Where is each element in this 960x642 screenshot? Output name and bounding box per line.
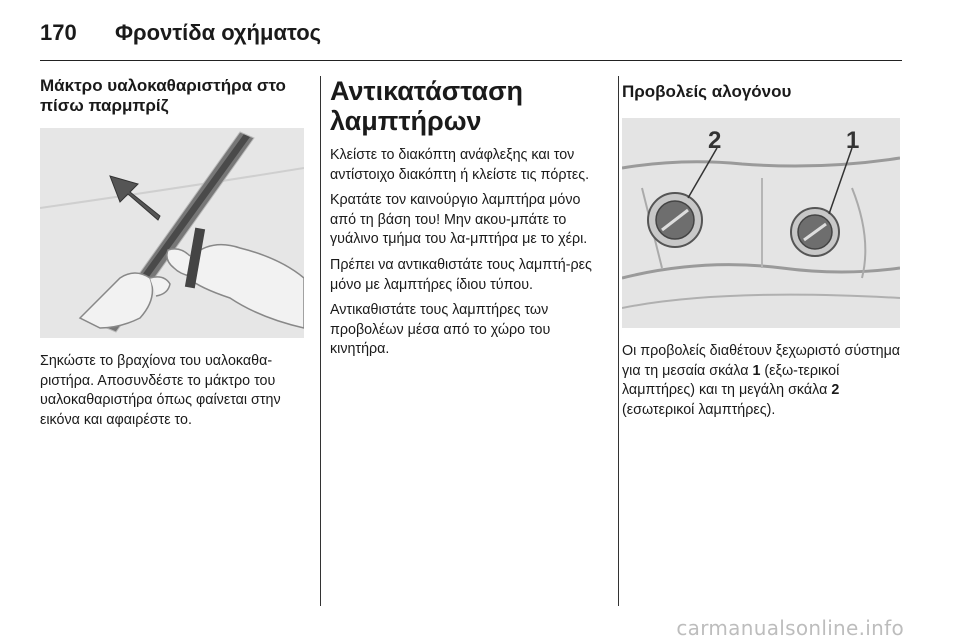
column-rear-wiper <box>40 76 304 436</box>
bulb-cover-outer-icon <box>791 208 839 256</box>
bulb-cover-inner-icon <box>648 193 702 247</box>
ref-number-2: 2 <box>831 382 840 399</box>
section-heading-rear-wiper: Μάκτρο υαλοκαθαριστήρα στο πίσω παρμπρίζ <box>40 76 286 115</box>
paragraph-bulb-2: Κρατάτε τον καινούργιο λαμπτήρα μόνο από τη βάση του! Μην ακου-μπάτε το γυάλινο τμήμα του λα-μπτήρα με το χέρι. <box>330 192 588 248</box>
halogen-headlamp-illustration <box>622 118 900 328</box>
paragraph-rear-wiper: Σηκώστε το βραχίονα του υαλοκαθα-ριστήρα. Αποσυνδέστε το μάκτρο του υαλοκαθαριστήρα όπως φαίνεται στην εικόνα και αφαιρέστε το. <box>40 353 281 428</box>
paragraph-bulb-1: Κλείστε το διακόπτη ανάφλεξης και τον αντίστοιχο διακόπτη ή κλείστε τις πόρτες. <box>330 147 590 183</box>
paragraph-halogen-text-1: Οι προβολείς διαθέτουν ξεχωριστό σύστημα για τη μεσαία σκάλα <box>622 343 901 379</box>
callout-label-1: 1 <box>846 127 860 154</box>
section-heading-halogen: Προβολείς αλογόνου <box>622 82 792 101</box>
paragraph-bulb-3: Πρέπει να αντικαθιστάτε τους λαμπτή-ρες μόνο με λαμπτήρες ίδιου τύπου. <box>330 256 592 293</box>
column-bulb-replacement <box>330 76 608 366</box>
paragraph-halogen-text-3: (εσωτερικοί λαμπτήρες). <box>622 401 776 418</box>
ref-number-1: 1 <box>752 362 761 379</box>
callout-label-2: 2 <box>708 127 722 154</box>
paragraph-halogen-text-2: (εξω-τερικοί λαμπτήρες) και τη μεγάλη σκάλα <box>622 362 840 399</box>
section-heading-bulb-replacement: Αντικατάσταση λαμπτήρων <box>330 76 524 136</box>
running-title: Φροντίδα οχήματος <box>115 20 322 45</box>
page-number: 170 <box>40 20 77 45</box>
watermark: carmanualsonline.info <box>676 616 904 640</box>
header-rule <box>40 60 902 61</box>
rear-wiper-removal-illustration <box>40 128 304 338</box>
paragraph-bulb-4: Αντικαθιστάτε τους λαμπτήρες των προβολέων μέσα από το χώρο του κινητήρα. <box>330 302 551 358</box>
column-halogen-headlamps <box>622 76 907 426</box>
paragraph-halogen <box>622 342 907 420</box>
column-divider <box>320 76 321 606</box>
page-header <box>40 16 902 56</box>
column-divider <box>618 76 619 606</box>
